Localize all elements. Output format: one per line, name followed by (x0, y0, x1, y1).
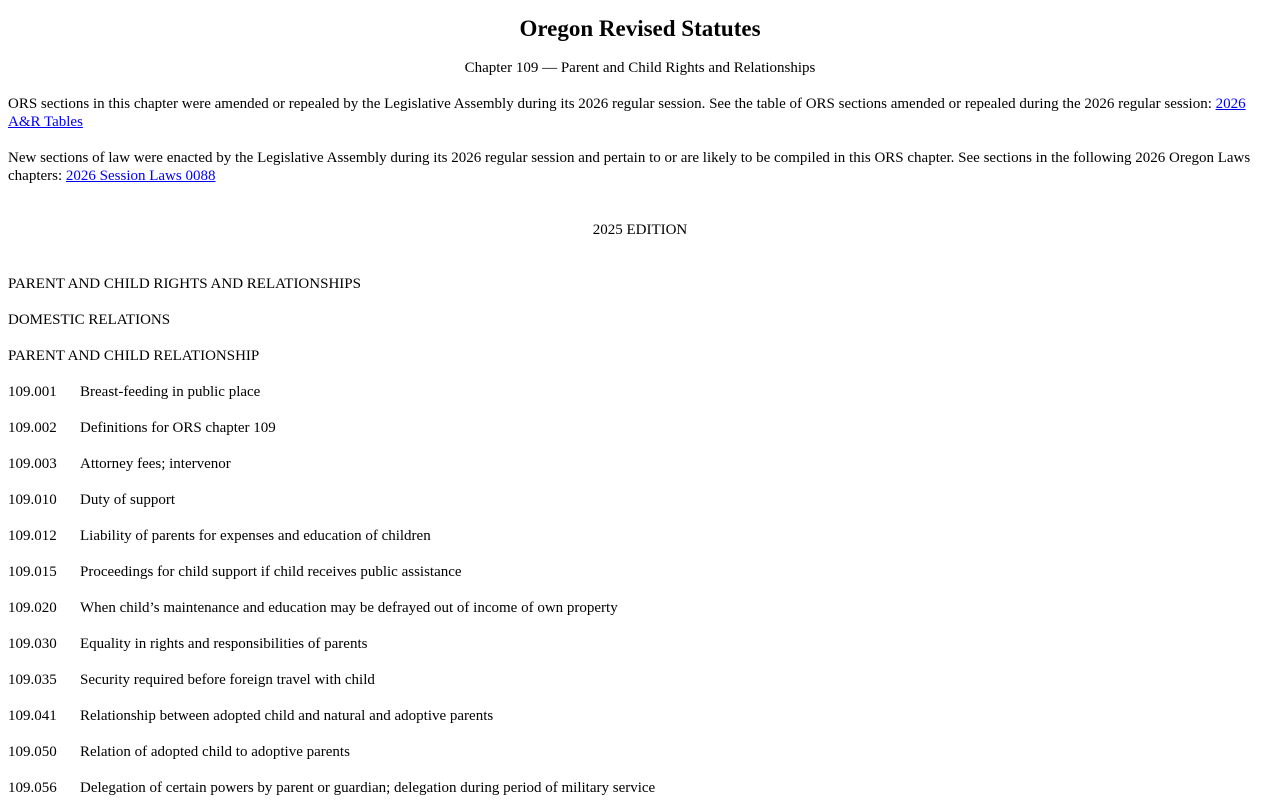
section-caption: Duty of support (80, 492, 175, 508)
section-number: 109.056 (8, 780, 57, 796)
section-caption: Equality in rights and responsibilities of parents (80, 636, 368, 652)
section-number: 109.003 (8, 456, 57, 472)
section-caption: Proceedings for child support if child receives public assistance (80, 564, 462, 580)
ar-tables-link[interactable]: 2026 A&R Tables (8, 96, 1246, 130)
section-caption: Relation of adopted child to adoptive parents (80, 744, 350, 760)
section-row (8, 599, 618, 617)
section-number: 109.015 (8, 564, 57, 580)
section-row (8, 527, 431, 545)
section-number: 109.030 (8, 636, 57, 652)
amended-notice (8, 95, 1258, 131)
section-row (8, 491, 175, 509)
new-sections-notice (8, 149, 1258, 185)
section-row (8, 743, 350, 761)
section-caption: When child’s maintenance and education may be defrayed out of income of own property (80, 600, 618, 616)
amended-notice-text: ORS sections in this chapter were amended or repealed by the Legislative Assembly during its 2026 regular session. See the table of ORS sections amended or repealed during the 2026 regular session: (8, 96, 1216, 112)
section-caption: Security required before foreign travel with child (80, 672, 375, 688)
section-row (8, 455, 231, 473)
section-row (8, 707, 493, 725)
section-number: 109.050 (8, 744, 57, 760)
section-row (8, 419, 276, 437)
section-row (8, 383, 260, 401)
section-row (8, 635, 367, 653)
session-laws-link[interactable]: 2026 Session Laws 0088 (65, 168, 216, 184)
section-number: 109.002 (8, 420, 57, 436)
section-caption: Liability of parents for expenses and education of children (80, 528, 431, 544)
section-number: 109.020 (8, 600, 57, 616)
section-row (8, 671, 375, 689)
section-row (8, 779, 655, 797)
section-row (8, 563, 462, 581)
chapter-heading: PARENT AND CHILD RIGHTS AND RELATIONSHIPS (8, 276, 361, 292)
section-number: 109.041 (8, 708, 57, 724)
section-number: 109.001 (8, 384, 57, 400)
chapter-title: Chapter 109 — Parent and Child Rights and Relationships (464, 60, 816, 76)
title-heading: DOMESTIC RELATIONS (8, 312, 171, 328)
section-caption: Breast-feeding in public place (80, 384, 261, 400)
subject-heading: PARENT AND CHILD RELATIONSHIP (8, 348, 260, 364)
section-caption: Relationship between adopted child and natural and adoptive parents (80, 708, 494, 724)
section-number: 109.010 (8, 492, 57, 508)
section-number: 109.012 (8, 528, 57, 544)
page-title: Oregon Revised Statutes (519, 16, 761, 41)
section-caption: Delegation of certain powers by parent or guardian; delegation during period of military service (80, 780, 656, 796)
section-caption: Attorney fees; intervenor (80, 456, 231, 472)
new-sections-notice-text: New sections of law were enacted by the Legislative Assembly during its 2026 regular session and pertain to or are likely to be compiled in this ORS chapter. See sections in the following 2026 Oregon Laws chapters: (8, 150, 1251, 184)
section-caption: Definitions for ORS chapter 109 (80, 420, 276, 436)
edition-label: 2025 EDITION (592, 222, 688, 238)
section-number: 109.035 (8, 672, 57, 688)
